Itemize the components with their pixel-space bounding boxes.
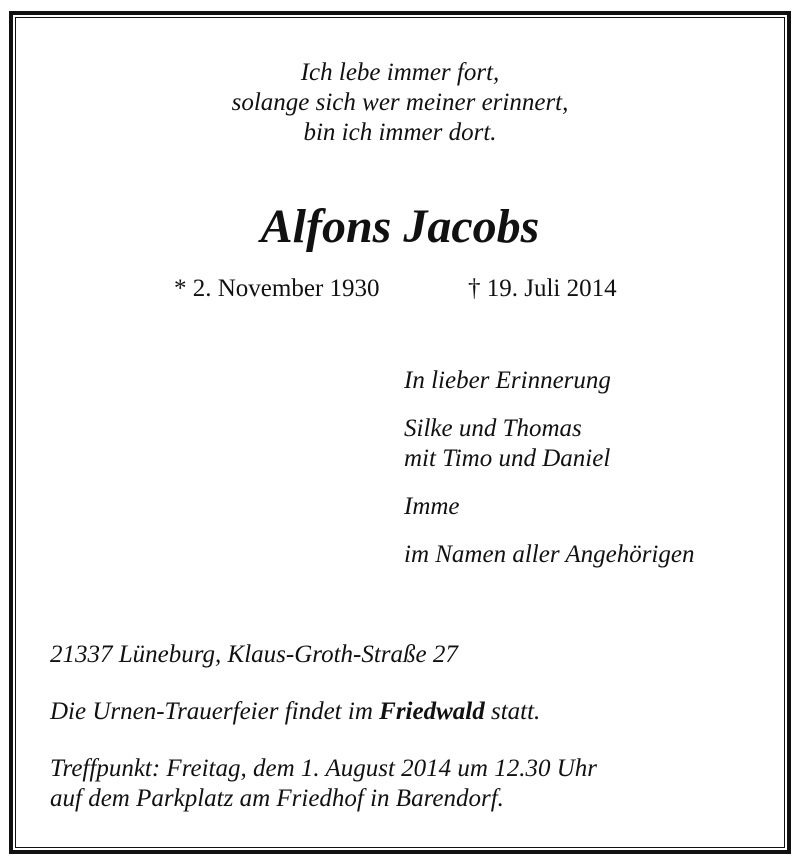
ceremony-info: [50, 697, 540, 727]
mourners-closing: im Namen aller Angehörigen: [404, 541, 695, 568]
birth-date: * 2. November 1930: [174, 275, 380, 302]
poem-line-2: solange sich wer meiner erinnert,: [231, 89, 569, 116]
meeting-line-2: auf dem Parkplatz am Friedhof in Barendorf.: [50, 785, 504, 812]
ceremony-text-before: Die Urnen-Trauerfeier findet im: [50, 698, 380, 725]
poem-line-1: Ich lebe immer fort,: [300, 59, 500, 86]
address-line: 21337 Lüneburg, Klaus-Groth-Straße 27: [50, 641, 458, 668]
ceremony-place: Friedwald: [379, 698, 485, 725]
poem-line-3: bin ich immer dort.: [303, 119, 497, 146]
remembrance-intro: In lieber Erinnerung: [404, 367, 611, 394]
mourner-imme: Imme: [404, 493, 460, 520]
family-line-1: Silke und Thomas: [404, 415, 582, 442]
life-dates: [0, 274, 800, 306]
memorial-poem: [0, 58, 800, 148]
death-date: † 19. Juli 2014: [468, 275, 617, 302]
meeting-line-1: Treffpunkt: Freitag, dem 1. August 2014 um 12.30 Uhr: [50, 755, 597, 782]
deceased-name: Alfons Jacobs: [260, 200, 540, 253]
ceremony-text-after: statt.: [484, 698, 541, 725]
family-line-2: mit Timo und Daniel: [404, 445, 611, 472]
